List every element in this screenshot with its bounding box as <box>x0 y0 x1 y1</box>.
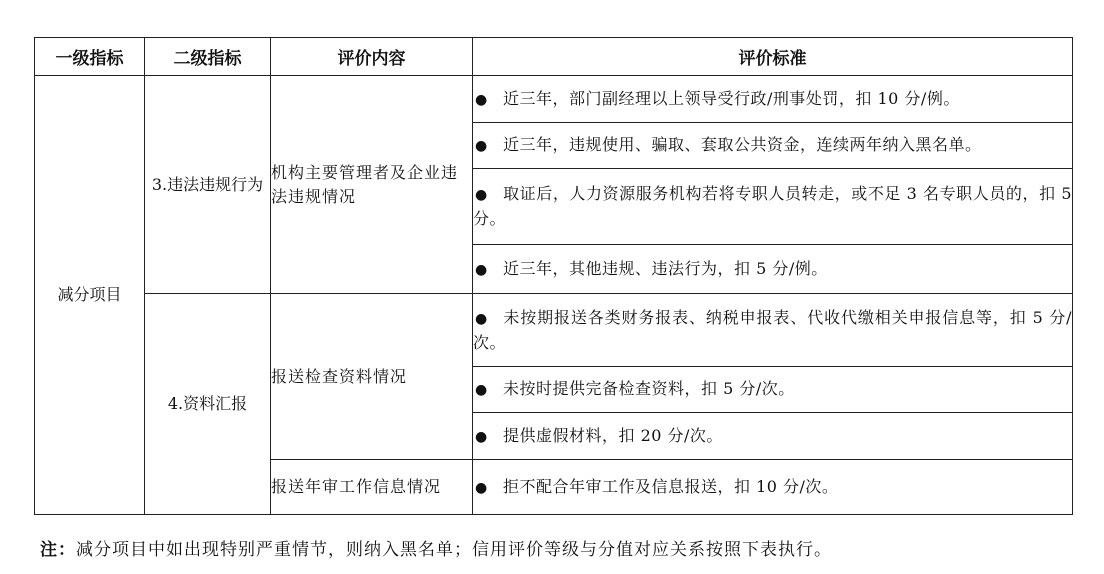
criterion-text: 未按期报送各类财务报表、纳税申报表、代收代缴相关申报信息等，扣 5 分/次。 <box>473 307 1072 352</box>
header-row <box>35 38 1073 76</box>
content-cell-annual-review: 报送年审工作信息情况 <box>271 460 473 515</box>
criterion-cell <box>473 367 1073 413</box>
bullet-icon: ● <box>475 138 488 154</box>
table-row <box>35 76 1073 123</box>
criterion-text: 拒不配合年审工作及信息报送，扣 10 分/次。 <box>503 476 839 496</box>
level2-cell-violations: 3.违法违规行为 <box>145 76 271 294</box>
bullet-icon: ● <box>475 479 488 496</box>
criteria-table <box>34 37 1073 515</box>
criterion-cell <box>473 76 1073 123</box>
criterion-cell <box>473 294 1073 367</box>
content-cell-inspection: 报送检查资料情况 <box>271 294 473 460</box>
criterion-text: 提供虚假材料，扣 20 分/次。 <box>503 425 723 445</box>
criterion-text: 近三年，部门副经理以上领导受行政/刑事处罚，扣 10 分/例。 <box>503 88 960 108</box>
bullet-icon: ● <box>475 310 488 327</box>
criterion-cell <box>473 123 1073 169</box>
bullet-icon: ● <box>475 261 488 278</box>
footnote-label: 注： <box>40 540 76 560</box>
bullet-icon: ● <box>475 187 488 203</box>
criterion-text: 取证后，人力资源服务机构若将专职人员转走，或不足 3 名专职人员的，扣 5 分。 <box>473 184 1072 228</box>
criterion-text: 近三年，其他违规、违法行为，扣 5 分/例。 <box>503 258 828 278</box>
bullet-icon: ● <box>475 382 488 398</box>
criterion-cell <box>473 460 1073 515</box>
criterion-cell <box>473 245 1073 294</box>
bullet-icon: ● <box>475 91 488 108</box>
criterion-text: 未按时提供完备检查资料，扣 5 分/次。 <box>503 379 795 398</box>
col-header-standard: 评价标准 <box>473 38 1073 76</box>
content-cell-violations: 机构主要管理者及企业违法违规情况 <box>271 76 473 294</box>
footnote <box>40 535 832 560</box>
level2-cell-reporting: 4.资料汇报 <box>145 294 271 515</box>
criterion-cell <box>473 169 1073 245</box>
criterion-cell <box>473 413 1073 460</box>
col-header-content: 评价内容 <box>271 38 473 76</box>
table-row <box>35 294 1073 367</box>
col-header-level1: 一级指标 <box>35 38 145 76</box>
level1-cell: 减分项目 <box>35 76 145 515</box>
footnote-text: 减分项目中如出现特别严重情节，则纳入黑名单；信用评价等级与分值对应关系按照下表执行。 <box>76 540 832 560</box>
criterion-text: 近三年，违规使用、骗取、套取公共资金，连续两年纳入黑名单。 <box>503 135 982 154</box>
bullet-icon: ● <box>475 428 488 445</box>
col-header-level2: 二级指标 <box>145 38 271 76</box>
